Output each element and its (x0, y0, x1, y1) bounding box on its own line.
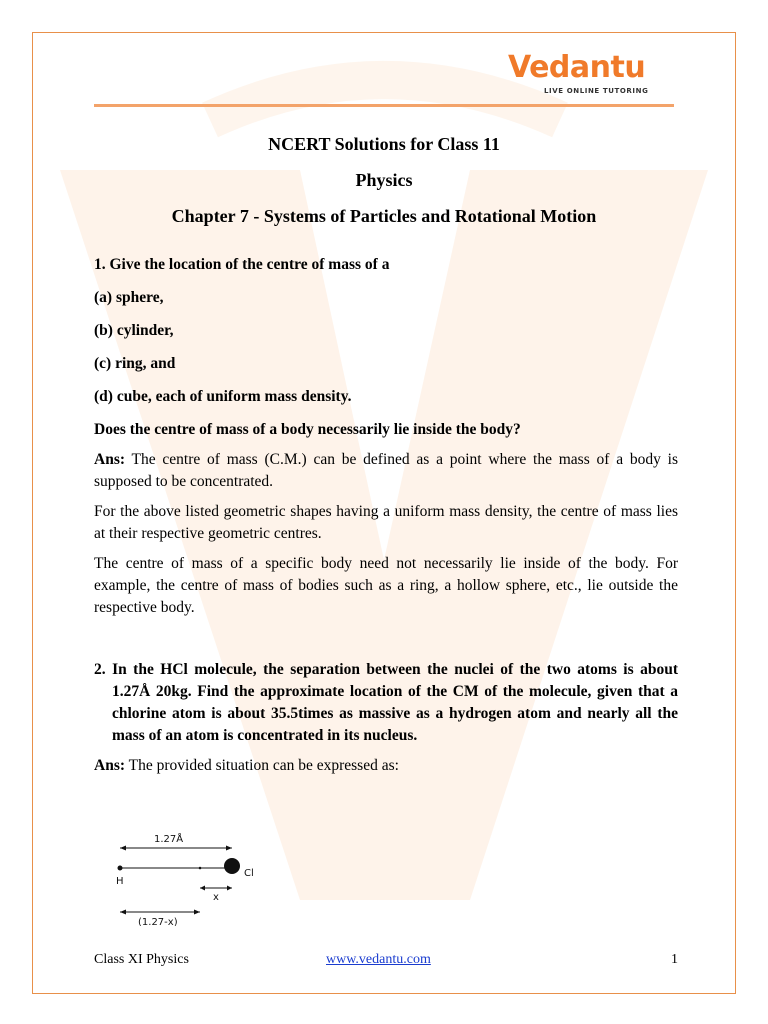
top-arrow-right-head (226, 846, 232, 851)
page-title: NCERT Solutions for Class 11 (268, 134, 500, 154)
answer-2-paragraph-1 (94, 755, 678, 777)
remainder-label: (1.27-x) (138, 917, 178, 926)
logo-wordmark: Vedantu (508, 50, 646, 85)
footer-website-link[interactable]: www.vedantu.com (326, 952, 431, 967)
remainder-arrow-left-head (120, 910, 126, 915)
top-arrow-left-head (120, 846, 126, 851)
answer-1-paragraph-2: For the above listed geometric shapes having a uniform mass density, the centre of mass lies at their respective geometric centres. (94, 503, 678, 542)
x-arrow-right-head (227, 886, 232, 891)
answer-1-paragraph-1 (94, 449, 678, 493)
page-title-block (94, 130, 674, 238)
answer-text: The provided situation can be expressed as: (128, 757, 399, 774)
subject-title: Physics (355, 170, 413, 190)
question-1: 1. Give the location of the centre of mass of a (94, 256, 390, 273)
answer-text: The centre of mass (C.M.) can be defined as a point where the mass of a body is supposed to be concentrated. (94, 451, 678, 490)
question-2: 2. In the HCl molecule, the separation between the nuclei of the two atoms is about 1.27Å 20kg. Find the approximate location of the CM of the molecule, given that a chlorine atom is about 35.5times as massive as a hydrogen atom and nearly all the mass of an atom is concentrated in its nucleus. (94, 661, 678, 744)
option-d: (d) cube, each of uniform mass density. (94, 388, 352, 405)
hcl-diagram (108, 826, 268, 926)
vedantu-logo (508, 50, 658, 100)
section-gap (94, 627, 678, 659)
hydrogen-atom (118, 866, 123, 871)
question-1-followup: Does the centre of mass of a body necessarily lie inside the body? (94, 421, 521, 438)
header-divider (94, 104, 674, 107)
page-footer (94, 952, 678, 972)
chapter-title: Chapter 7 - Systems of Particles and Rotational Motion (171, 206, 597, 226)
page-number: 1 (671, 952, 678, 967)
separation-label: 1.27Å (154, 834, 184, 845)
option-c: (c) ring, and (94, 355, 176, 372)
chlorine-atom (224, 858, 240, 874)
h-label: H (116, 876, 124, 887)
cm-point (199, 867, 202, 870)
answer-1-paragraph-3: The centre of mass of a specific body need not necessarily lie inside of the body. For example, the centre of mass of bodies such as a ring, a hollow sphere, etc., lie outside the respective body. (94, 555, 678, 616)
main-content (94, 254, 678, 785)
logo-tagline: LIVE ONLINE TUTORING (544, 87, 649, 95)
remainder-arrow-right-head (194, 910, 200, 915)
answer-label: Ans: (94, 757, 126, 774)
option-b: (b) cylinder, (94, 322, 174, 339)
x-label: x (213, 892, 219, 903)
cl-label: Cl (244, 868, 254, 879)
x-arrow-left-head (200, 886, 205, 891)
answer-label: Ans: (94, 451, 126, 468)
footer-class-label: Class XI Physics (94, 952, 189, 967)
option-a: (a) sphere, (94, 289, 164, 306)
